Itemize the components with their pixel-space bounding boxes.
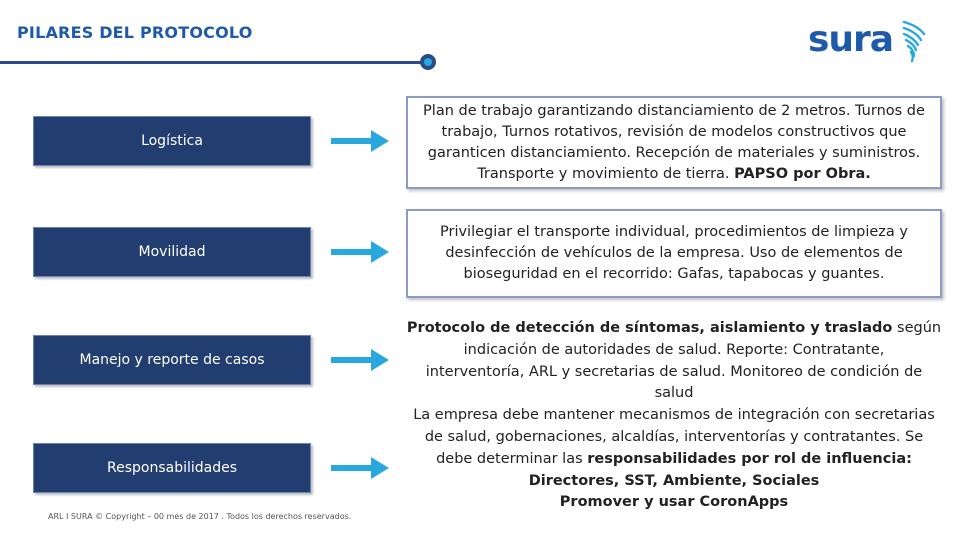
pillar-label: Movilidad <box>138 244 206 260</box>
pillar-manejo-reporte-casos <box>33 335 311 385</box>
description-line: trabajo, Turnos rotativos, revisión de modelos constructivos que <box>441 124 907 140</box>
pillar-label: Responsabilidades <box>106 460 238 476</box>
title-divider <box>0 61 428 64</box>
description-text: Transporte y movimiento de tierra. <box>477 166 730 182</box>
sura-logo-wing-icon <box>808 16 932 64</box>
pillar-movilidad <box>33 227 311 277</box>
description-line <box>404 449 944 471</box>
arrow-right-icon <box>331 453 391 485</box>
description-line: Directores, SST, Ambiente, Sociales <box>528 472 820 489</box>
description-bold-text: responsabilidades por rol de influencia: <box>587 450 912 467</box>
pillar-label: Logística <box>141 133 203 149</box>
description-text: debe determinar las <box>436 450 583 467</box>
description-line <box>404 318 944 340</box>
description-line: interventoría, ARL y secretarias de salud. Monitoreo de condición de <box>425 363 923 380</box>
page-title: PILARES DEL PROTOCOLO <box>17 23 253 42</box>
description-logistica <box>406 96 942 189</box>
description-line: Promover y usar CoronApps <box>559 494 789 511</box>
description-line: bioseguridad en el recorrido: Gafas, tapabocas y guantes. <box>463 266 885 282</box>
arrow-right-icon <box>331 126 391 158</box>
description-line: La empresa debe mantener mecanismos de integración con secretarias <box>413 407 935 424</box>
description-line: Plan de trabajo garantizando distanciamiento de 2 metros. Turnos de <box>423 103 925 119</box>
pillar-label: Manejo y reporte de casos <box>79 352 265 368</box>
description-text: según <box>892 320 942 336</box>
description-line: desinfección de vehículos de la empresa. Uso de elementos de <box>445 245 903 261</box>
sura-logo <box>808 16 932 64</box>
description-bold-text: Protocolo de detección de síntomas, aislamiento y traslado <box>406 320 893 336</box>
description-movilidad <box>406 209 942 298</box>
sura-logo-text: sura <box>808 19 894 60</box>
footer-copyright: ARL I SURA © Copyright – 00 mes de 2017 . Todos los derechos reservados. <box>48 512 352 521</box>
description-line: indicación de autoridades de salud. Reporte: Contratante, <box>463 341 885 358</box>
description-casos-responsabilidades <box>404 318 944 514</box>
title-divider-end-dot <box>420 54 436 70</box>
description-bold-text: PAPSO por Obra. <box>734 166 871 182</box>
description-line: de salud, gobernaciones, alcaldías, interventorías y contratantes. Se <box>424 428 924 445</box>
pillar-responsabilidades <box>33 443 311 493</box>
arrow-right-icon <box>331 237 391 269</box>
arrow-right-icon <box>331 345 391 377</box>
description-line: garanticen distanciamiento. Recepción de materiales y suministros. <box>427 145 921 161</box>
description-line: salud <box>654 385 694 402</box>
pillar-logistica <box>33 116 311 166</box>
description-line <box>414 164 934 185</box>
description-line: Privilegiar el transporte individual, procedimientos de limpieza y <box>440 224 908 240</box>
